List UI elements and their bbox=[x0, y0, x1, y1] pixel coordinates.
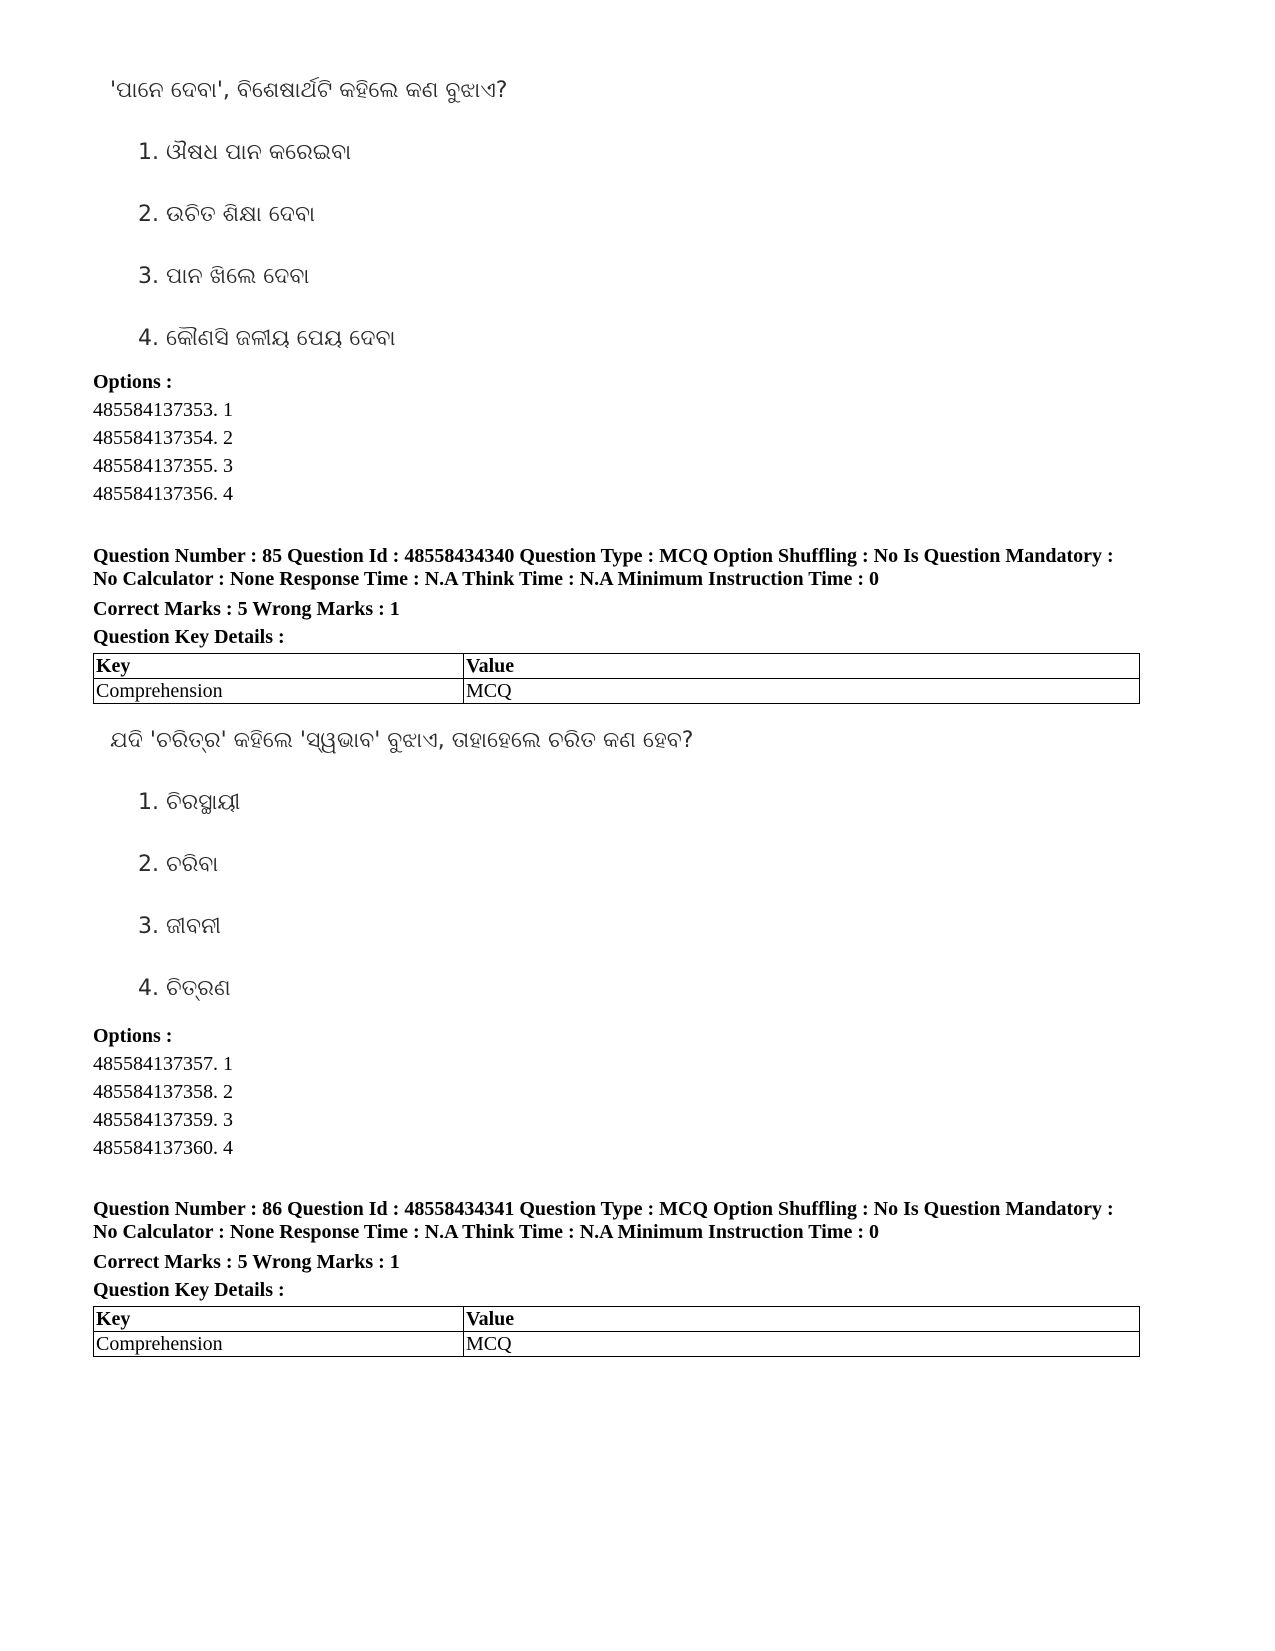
question-choice-2: 2. ଚରିବା bbox=[138, 852, 219, 877]
key-details-table bbox=[93, 1306, 1140, 1357]
option-id-line: 485584137353. 1 bbox=[93, 399, 233, 421]
question-meta-line-1: Question Number : 85 Question Id : 48558434340 Question Type : MCQ Option Shuffling : No Is Question Mandatory : bbox=[93, 545, 1114, 567]
question-choice-1: 1. ଔଷଧ ପାନ କରେଇବା bbox=[138, 140, 352, 165]
table-cell-key: Comprehension bbox=[94, 1332, 464, 1357]
table-row bbox=[94, 1332, 1140, 1357]
option-id-line: 485584137357. 1 bbox=[93, 1053, 233, 1075]
question-choice-2: 2. ଉଚିତ ଶିକ୍ଷା ଦେବା bbox=[138, 202, 315, 227]
table-cell-key: Comprehension bbox=[94, 679, 464, 704]
table-header-value: Value bbox=[464, 1307, 1140, 1332]
marks-line: Correct Marks : 5 Wrong Marks : 1 bbox=[93, 1251, 400, 1273]
table-header-row bbox=[94, 1307, 1140, 1332]
question-choice-4: 4. କୌଣସି ଜଳୀୟ ପେୟ ଦେବା bbox=[138, 326, 396, 351]
question-choice-4: 4. ଚିତ୍ରଣ bbox=[138, 976, 231, 1001]
option-id-line: 485584137354. 2 bbox=[93, 427, 233, 449]
options-label: Options : bbox=[93, 1025, 173, 1047]
option-id-line: 485584137359. 3 bbox=[93, 1109, 233, 1131]
key-details-label: Question Key Details : bbox=[93, 626, 285, 648]
key-details-table bbox=[93, 653, 1140, 704]
question-meta-line-2: No Calculator : None Response Time : N.A Think Time : N.A Minimum Instruction Time : 0 bbox=[93, 1221, 879, 1243]
table-header-key: Key bbox=[94, 1307, 464, 1332]
marks-line: Correct Marks : 5 Wrong Marks : 1 bbox=[93, 598, 400, 620]
option-id-line: 485584137356. 4 bbox=[93, 483, 233, 505]
table-row bbox=[94, 679, 1140, 704]
option-id-line: 485584137360. 4 bbox=[93, 1137, 233, 1159]
question-choice-1: 1. ଚିରସ୍ଥାୟୀ bbox=[138, 790, 241, 815]
question-meta-line-2: No Calculator : None Response Time : N.A Think Time : N.A Minimum Instruction Time : 0 bbox=[93, 568, 879, 590]
question-choice-3: 3. ଜୀବନୀ bbox=[138, 914, 221, 939]
table-cell-value: MCQ bbox=[464, 1332, 1140, 1357]
option-id-line: 485584137358. 2 bbox=[93, 1081, 233, 1103]
question-meta-line-1: Question Number : 86 Question Id : 48558434341 Question Type : MCQ Option Shuffling : No Is Question Mandatory : bbox=[93, 1198, 1114, 1220]
options-label: Options : bbox=[93, 371, 173, 393]
question-text: 'ପାନେ ଦେବା', ବିଶେଷାର୍ଥଟି କହିଲେ କଣ ବୁଝାଏ? bbox=[110, 78, 508, 103]
table-cell-value: MCQ bbox=[464, 679, 1140, 704]
question-text: ଯଦି 'ଚରିତ୍ର' କହିଲେ 'ସ୍ୱଭାବ' ବୁଝାଏ, ତାହାହେଲେ ଚରିତ କଣ ହେବ? bbox=[110, 728, 694, 753]
key-details-label: Question Key Details : bbox=[93, 1279, 285, 1301]
table-header-value: Value bbox=[464, 654, 1140, 679]
table-header-key: Key bbox=[94, 654, 464, 679]
question-choice-3: 3. ପାନ ଖିଲେ ଦେବା bbox=[138, 264, 310, 289]
option-id-line: 485584137355. 3 bbox=[93, 455, 233, 477]
table-header-row bbox=[94, 654, 1140, 679]
